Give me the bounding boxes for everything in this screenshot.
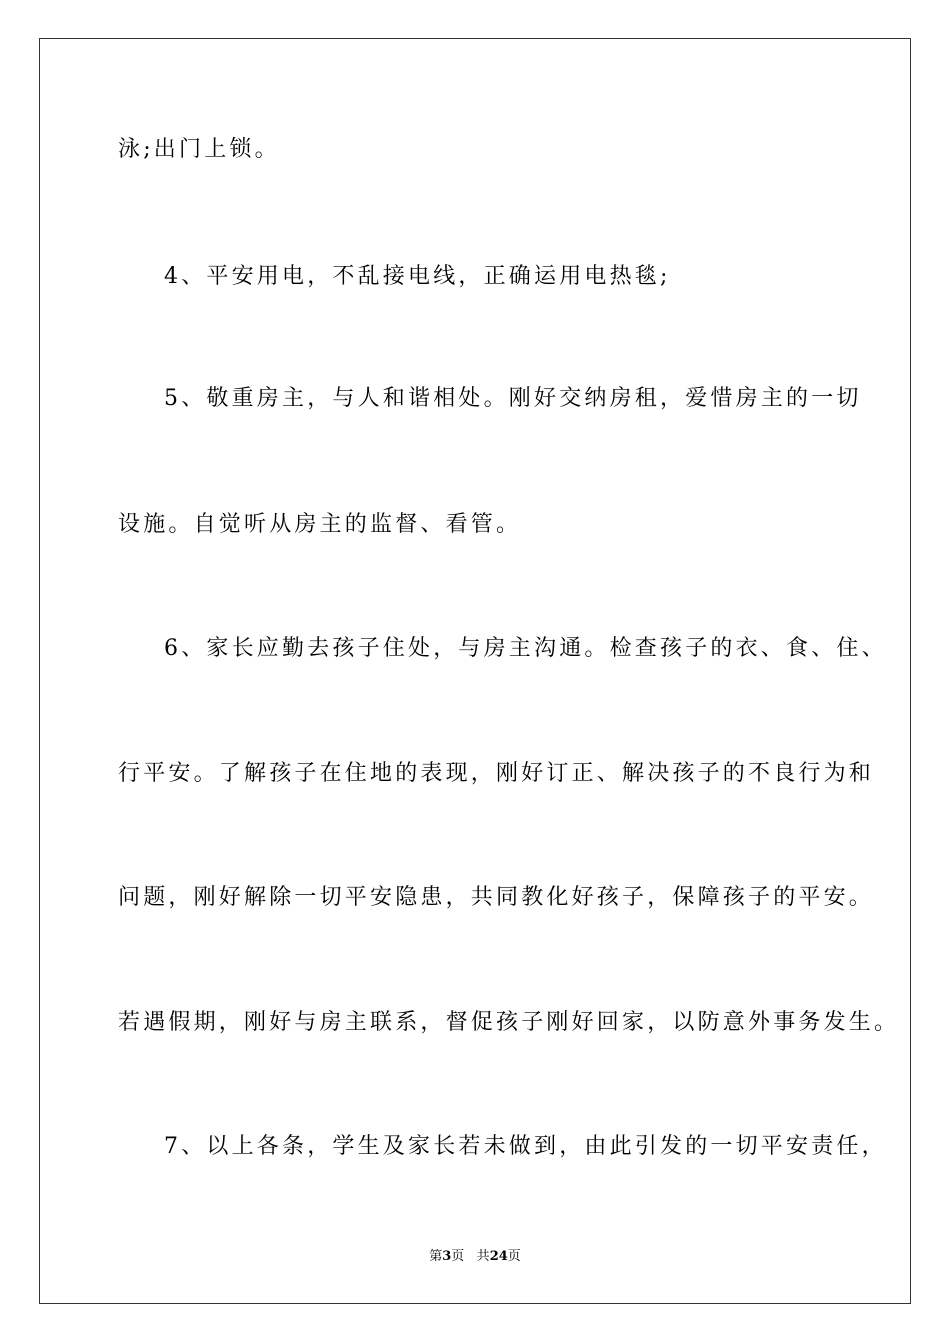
body-line-1: 泳;出门上锁。 [118, 137, 280, 162]
footer-page-number: 3 [442, 1249, 452, 1264]
page-frame [39, 38, 911, 1304]
footer-page-prefix: 第 [429, 1249, 443, 1264]
body-line-5: 6、家长应勤去孩子住处，与房主沟通。检查孩子的衣、食、住、 [164, 636, 887, 661]
page-footer [0, 1248, 950, 1266]
body-line-3: 5、敬重房主，与人和谐相处。刚好交纳房租，爱惜房主的一切 [164, 386, 862, 411]
body-line-2: 4、平安用电，不乱接电线，正确运用电热毯; [164, 264, 671, 289]
body-line-7: 问题，刚好解除一切平安隐患，共同教化好孩子，保障孩子的平安。 [118, 885, 875, 910]
footer-total-suffix: 页 [507, 1249, 521, 1264]
body-line-9: 7、以上各条，学生及家长若未做到，由此引发的一切平安责任， [164, 1134, 887, 1159]
footer-total-prefix: 共 [476, 1249, 490, 1264]
body-line-4: 设施。自觉听从房主的监督、看管。 [118, 512, 522, 537]
footer-page-suffix: 页 [451, 1249, 465, 1264]
body-line-6: 行平安。了解孩子在住地的表现，刚好订正、解决孩子的不良行为和 [118, 761, 875, 786]
footer-total-pages: 24 [489, 1249, 508, 1264]
body-line-8: 若遇假期，刚好与房主联系，督促孩子刚好回家，以防意外事务发生。 [118, 1010, 900, 1035]
